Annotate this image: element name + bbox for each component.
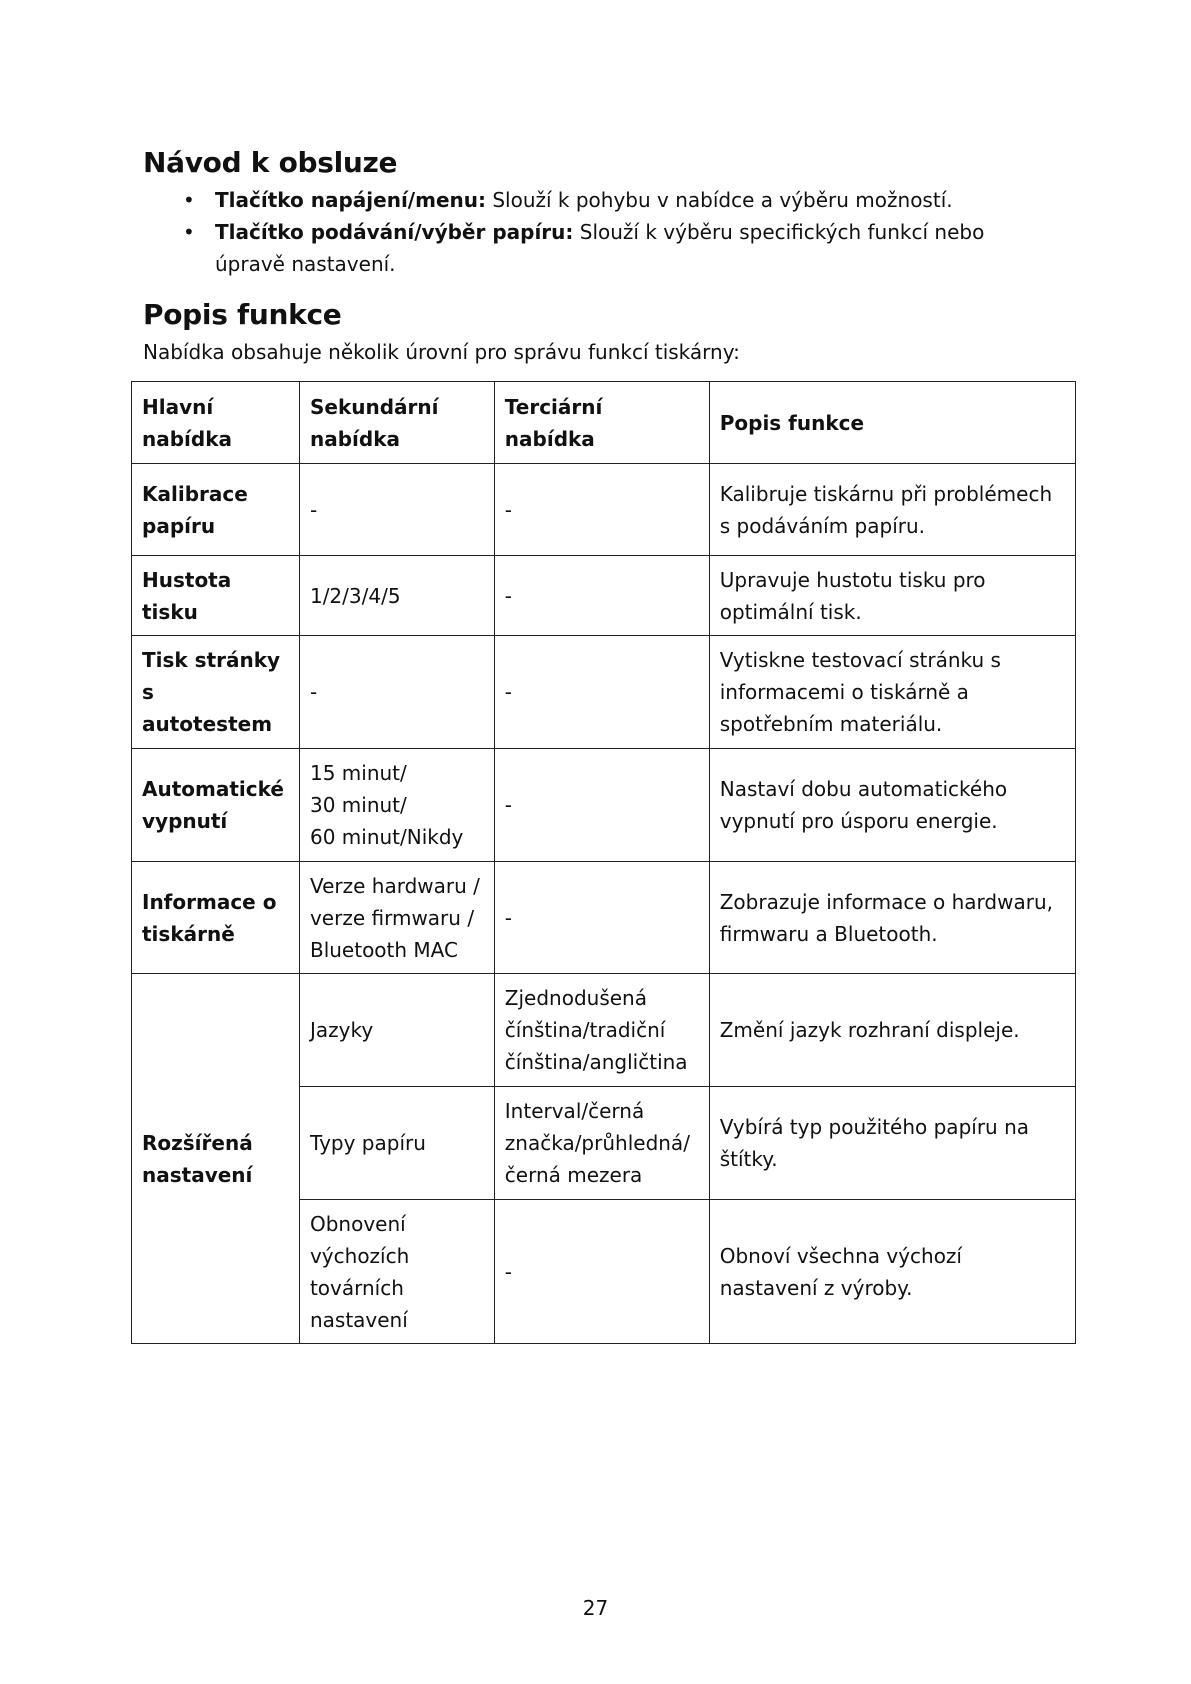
cell-tertiary: - — [494, 1200, 709, 1344]
cell-main: Tisk stránky s autotestem — [132, 636, 300, 749]
menu-table — [131, 381, 1076, 1344]
bullet-icon: • — [183, 220, 195, 244]
table-row — [132, 556, 1076, 636]
cell-tertiary: Zjednodušená čínština/tradiční čínština/angličtina — [494, 974, 709, 1087]
list-item-text: Slouží k pohybu v nabídce a výběru možností. — [485, 188, 953, 212]
table-row — [132, 636, 1076, 749]
cell-description: Upravuje hustotu tisku pro optimální tisk. — [709, 556, 1075, 636]
list-item — [143, 184, 1043, 216]
cell-main: Informace o tiskárně — [132, 862, 300, 974]
cell-secondary: - — [299, 636, 494, 749]
cell-description: Kalibruje tiskárnu při problémech s podáváním papíru. — [709, 464, 1075, 556]
header-main-menu: Hlavní nabídka — [132, 382, 300, 464]
table-row — [132, 974, 1076, 1087]
cell-secondary: - — [299, 464, 494, 556]
cell-secondary: Obnovení výchozích továrních nastavení — [299, 1200, 494, 1344]
cell-secondary: Typy papíru — [299, 1087, 494, 1200]
header-tertiary-menu: Terciární nabídka — [494, 382, 709, 464]
intro-text: Nabídka obsahuje několik úrovní pro správu funkcí tiskárny: — [143, 340, 740, 364]
header-description: Popis funkce — [709, 382, 1075, 464]
section-heading-functions: Popis funkce — [143, 298, 342, 331]
cell-description: Změní jazyk rozhraní displeje. — [709, 974, 1075, 1087]
section-heading-operation: Návod k obsluze — [143, 146, 398, 179]
list-item — [143, 216, 1043, 280]
cell-tertiary: - — [494, 749, 709, 862]
bullet-icon: • — [183, 188, 195, 212]
cell-secondary: Verze hardwaru / verze firmwaru / Bluetooth MAC — [299, 862, 494, 974]
table-row — [132, 464, 1076, 556]
cell-tertiary: - — [494, 636, 709, 749]
cell-secondary: Jazyky — [299, 974, 494, 1087]
page-number: 27 — [582, 1596, 609, 1620]
cell-main: Rozšířená nastavení — [132, 974, 300, 1344]
cell-description: Obnoví všechna výchozí nastavení z výroby. — [709, 1200, 1075, 1344]
list-item-text: Slouží k výběru specifických funkcí nebo úpravě nastavení. — [215, 220, 985, 276]
list-item-term: Tlačítko napájení/menu: — [215, 188, 486, 212]
cell-main: Automatické vypnutí — [132, 749, 300, 862]
list-item-term: Tlačítko podávání/výběr papíru: — [215, 220, 574, 244]
cell-description: Nastaví dobu automatického vypnutí pro úsporu energie. — [709, 749, 1075, 862]
table-row — [132, 749, 1076, 862]
cell-tertiary: Interval/černá značka/průhledná/ černá mezera — [494, 1087, 709, 1200]
cell-secondary: 15 minut/ 30 minut/ 60 minut/Nikdy — [299, 749, 494, 862]
cell-description: Vybírá typ použitého papíru na štítky. — [709, 1087, 1075, 1200]
cell-description: Zobrazuje informace o hardwaru, firmwaru a Bluetooth. — [709, 862, 1075, 974]
cell-main: Kalibrace papíru — [132, 464, 300, 556]
button-list — [143, 184, 1043, 280]
cell-main: Hustota tisku — [132, 556, 300, 636]
cell-tertiary: - — [494, 862, 709, 974]
cell-description: Vytiskne testovací stránku s informacemi o tiskárně a spotřebním materiálu. — [709, 636, 1075, 749]
table-row — [132, 862, 1076, 974]
cell-tertiary: - — [494, 464, 709, 556]
cell-secondary: 1/2/3/4/5 — [299, 556, 494, 636]
table-header-row — [132, 382, 1076, 464]
header-secondary-menu: Sekundární nabídka — [299, 382, 494, 464]
cell-tertiary: - — [494, 556, 709, 636]
